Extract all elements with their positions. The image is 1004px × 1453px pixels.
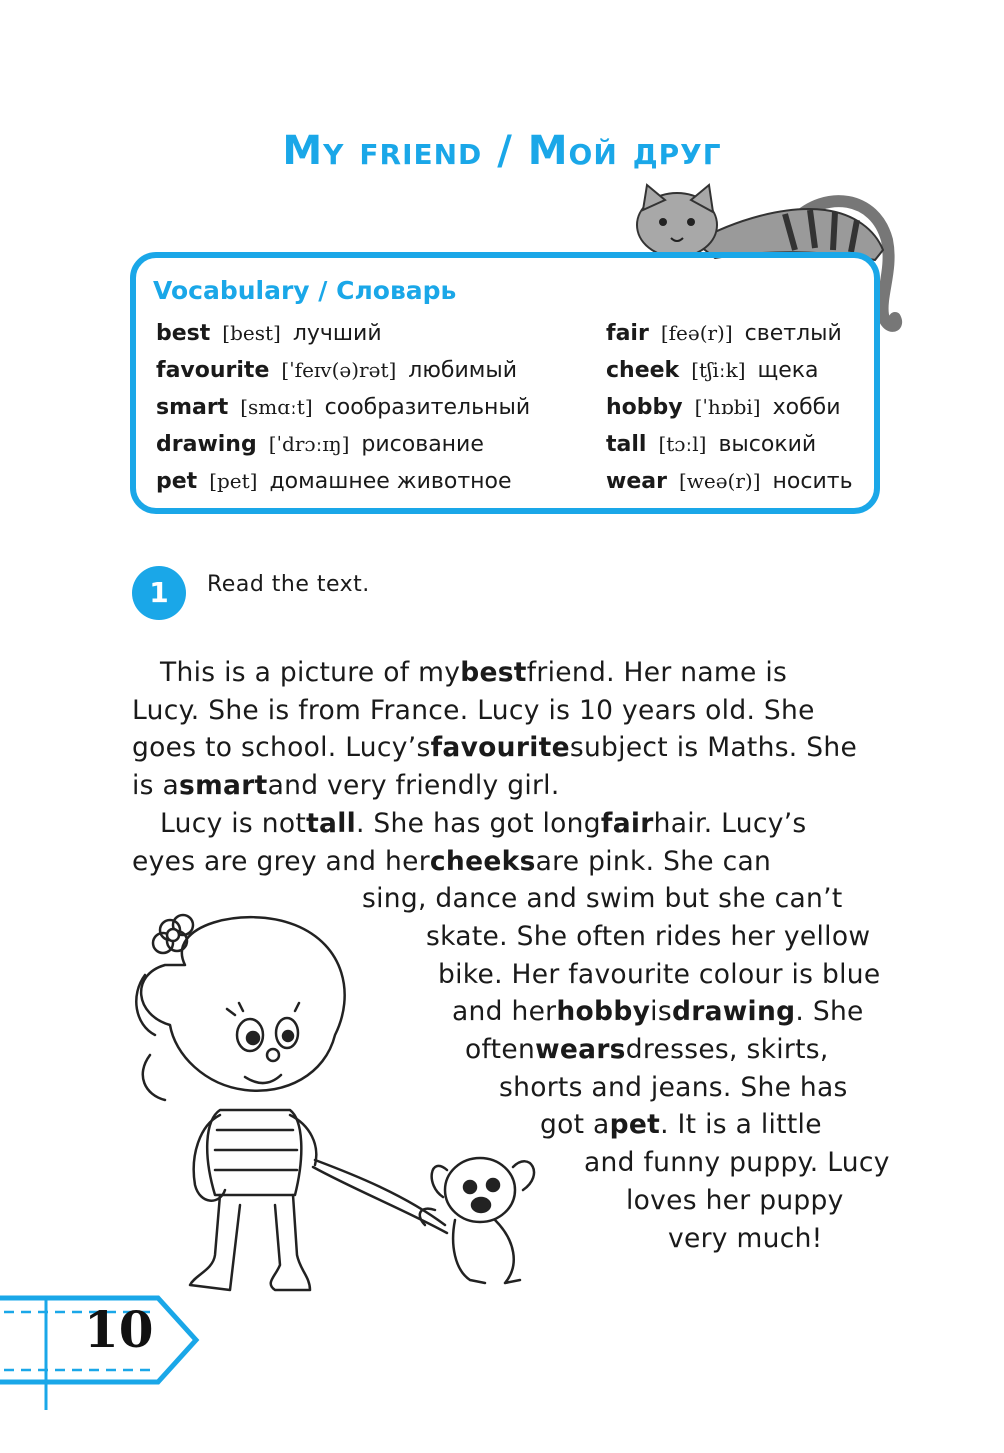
vocab-translation: любимый	[408, 358, 518, 383]
vocab-translation: носить	[772, 469, 853, 494]
task-instruction: Read the text.	[207, 572, 370, 597]
page-title: My friend / Мой друг	[282, 128, 722, 174]
story-fragment: . She has got long	[355, 807, 601, 839]
vocab-word: smart	[156, 395, 229, 420]
story-fragment: bike. Her favourite colour is blue	[438, 958, 881, 990]
vocab-entry	[156, 316, 530, 353]
story-bold-word: best	[460, 657, 527, 688]
story-line	[132, 843, 902, 881]
story-bold-word: cheeks	[429, 845, 536, 877]
story-fragment: loves her puppy	[626, 1184, 844, 1216]
vocab-word: tall	[606, 432, 647, 457]
vocab-transcription: [ˈfeɪv(ə)rət]	[281, 358, 397, 382]
vocab-translation: хобби	[772, 395, 841, 420]
task-number-badge: 1	[132, 566, 186, 620]
story-fragment: and her	[452, 996, 557, 1028]
story-fragment: sing, dance and swim but she can’t	[362, 883, 843, 915]
story-line	[132, 729, 902, 767]
vocab-transcription: [best]	[222, 321, 281, 345]
story-line	[132, 805, 902, 843]
vocab-entry	[606, 353, 853, 390]
story-fragment: eyes are grey and her	[132, 845, 430, 877]
vocabulary-right-column	[606, 316, 853, 501]
story-bold-word: pet	[609, 1109, 661, 1141]
story-fragment: Lucy is not	[160, 807, 307, 839]
vocab-entry	[156, 390, 530, 427]
vocab-translation: высокий	[718, 432, 817, 457]
story-bold-word: smart	[179, 770, 268, 802]
story-bold-word: wears	[535, 1034, 626, 1066]
story-fragment: subject is Maths. She	[569, 732, 858, 764]
vocab-transcription: [feə(r)]	[660, 321, 733, 345]
vocab-translation: щека	[757, 358, 819, 383]
story-bold-word: hobby	[556, 996, 651, 1028]
story-fragment: got a	[540, 1109, 610, 1141]
story-fragment: . It is a little	[660, 1109, 822, 1141]
story-bold-word: tall	[306, 807, 356, 839]
vocabulary-heading: Vocabulary / Словарь	[153, 276, 457, 305]
vocab-entry	[606, 427, 853, 464]
story-fragment: shorts and jeans. She has	[499, 1071, 848, 1103]
vocab-word: fair	[606, 321, 649, 346]
vocab-entry	[156, 427, 530, 464]
vocab-transcription: [ˈhɒbi]	[694, 395, 761, 419]
vocab-word: pet	[156, 469, 198, 494]
story-fragment: very much!	[668, 1222, 823, 1254]
vocab-entry	[156, 353, 530, 390]
vocab-word: hobby	[606, 395, 683, 420]
story-fragment: friend. Her name is	[526, 657, 788, 688]
story-fragment: This is a picture of my	[160, 657, 461, 688]
vocab-transcription: [tʃiːk]	[691, 358, 746, 382]
vocab-transcription: [tɔːl]	[658, 432, 707, 456]
vocab-translation: лучший	[292, 321, 382, 346]
vocab-entry	[156, 464, 530, 501]
vocab-word: favourite	[156, 358, 270, 383]
story-fragment: is	[650, 996, 672, 1028]
girl-with-puppy-illustration	[125, 905, 585, 1305]
story-bold-word: drawing	[671, 996, 796, 1028]
story-bold-word: favourite	[430, 732, 570, 764]
story-line	[132, 654, 902, 692]
vocab-transcription: [ˈdrɔːɪŋ]	[268, 432, 350, 456]
vocab-transcription: [pet]	[209, 469, 258, 493]
vocab-translation: сообразительный	[324, 395, 531, 420]
vocab-translation: рисование	[361, 432, 484, 457]
story-fragment: skate. She often rides her yellow	[426, 920, 871, 952]
vocab-word: cheek	[606, 358, 680, 383]
story-fragment: often	[465, 1034, 536, 1066]
page-number: 10	[84, 1300, 154, 1359]
story-fragment: . She	[795, 996, 864, 1028]
vocab-entry	[606, 464, 853, 501]
story-fragment: and funny puppy. Lucy	[584, 1147, 890, 1179]
vocab-entry	[606, 316, 853, 353]
vocab-translation: домашнее животное	[269, 469, 512, 494]
vocab-translation: светлый	[744, 321, 842, 346]
vocab-word: drawing	[156, 432, 257, 457]
story-fragment: and very friendly girl.	[267, 770, 560, 802]
story-line	[132, 692, 902, 730]
vocab-word: best	[156, 321, 211, 346]
story-fragment: dresses, skirts,	[625, 1034, 829, 1066]
story-bold-word: fair	[600, 807, 654, 839]
vocab-word: wear	[606, 469, 667, 494]
vocab-entry	[606, 390, 853, 427]
story-fragment: Lucy. She is from France. Lucy is 10 years old. She	[132, 694, 815, 726]
story-line	[132, 767, 902, 805]
story-fragment: are pink. She can	[535, 845, 772, 877]
vocab-transcription: [weə(r)]	[678, 469, 761, 493]
story-fragment: goes to school. Lucy’s	[132, 732, 431, 764]
vocab-transcription: [smɑːt]	[240, 395, 313, 419]
story-fragment: hair. Lucy’s	[653, 807, 807, 839]
story-fragment: is a	[132, 770, 180, 802]
vocabulary-left-column	[156, 316, 530, 501]
